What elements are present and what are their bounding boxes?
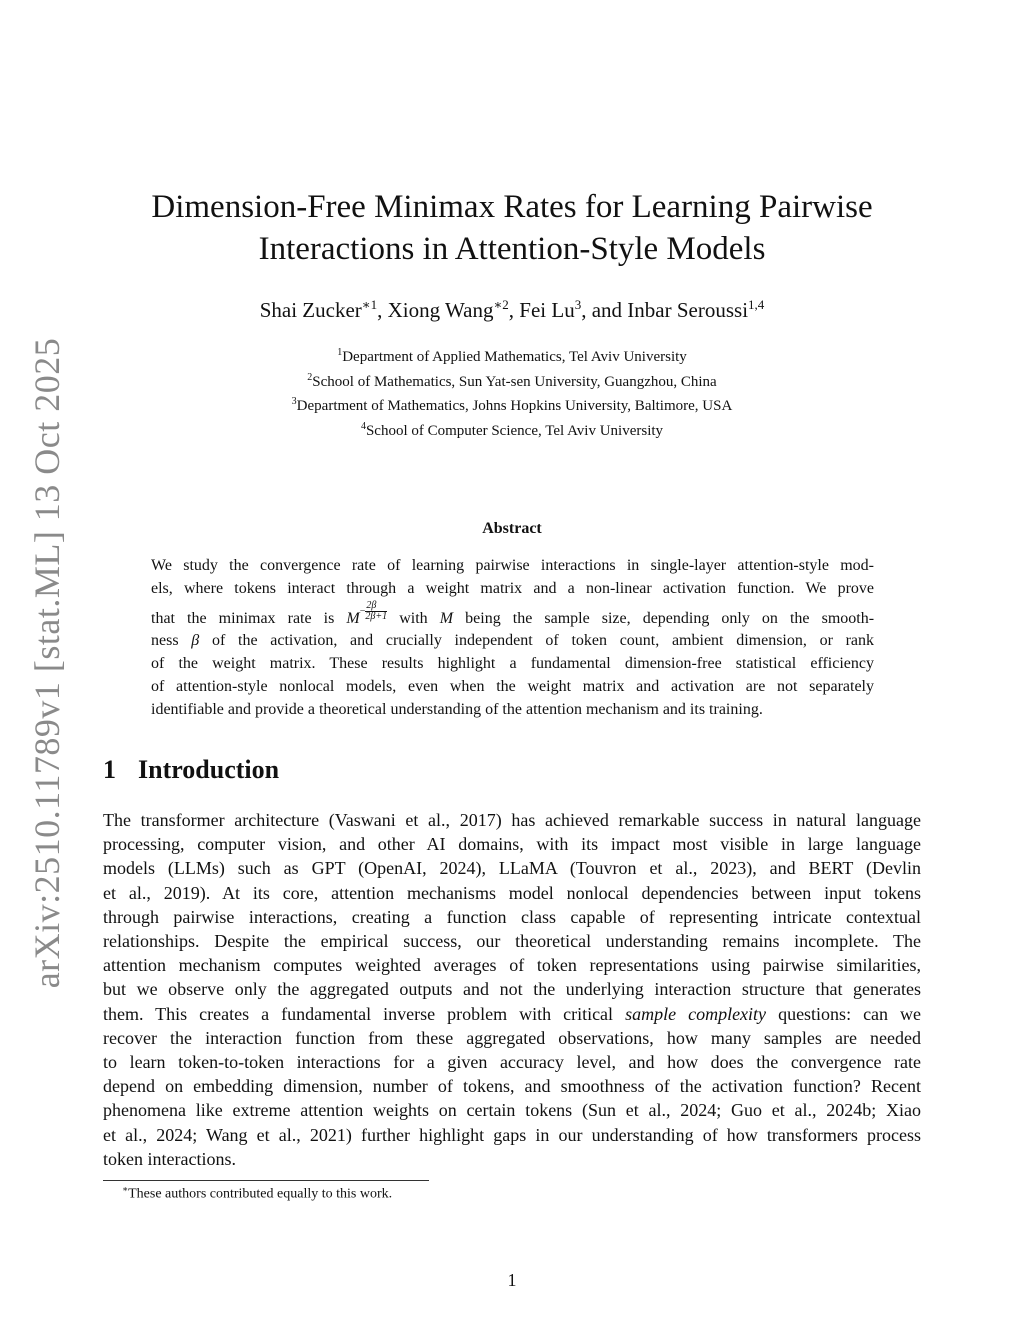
affiliation-sup: 4 <box>360 420 366 432</box>
body-line: attention mechanism computes weighted averages of token representations using pairwise similarities, <box>103 955 921 976</box>
footnote <box>122 1184 392 1203</box>
affiliation-text: Department of Applied Mathematics, Tel Aviv University <box>342 349 687 365</box>
body-line: et al., 2019). At its core, attention mechanisms model nonlocal dependencies between input tokens <box>103 882 921 903</box>
affiliation-list <box>0 343 1024 441</box>
arxiv-stamp: arXiv:2510.11789v1 [stat.ML] 13 Oct 2025 <box>27 337 67 989</box>
abstract-heading: Abstract <box>482 520 542 537</box>
abstract-text: that the minimax rate is <box>151 609 335 627</box>
abstract-text: ness <box>151 632 179 650</box>
author-name: Xiong Wang <box>387 298 494 322</box>
author-sup: ∗1 <box>361 297 378 312</box>
affiliation <box>0 343 1024 368</box>
section-title: Introduction <box>138 755 280 784</box>
author-name: Shai Zucker <box>259 298 362 322</box>
body-line: depend on embedding dimension, number of tokens, and smoothness of the activation function? Recent <box>103 1076 921 1097</box>
author-name: Fei Lu <box>519 298 575 322</box>
body-text: questions: can we <box>778 1003 922 1024</box>
abstract-text: of the activation, and crucially independent of token count, ambient dimension, or rank <box>211 632 875 650</box>
affiliation <box>0 392 1024 417</box>
section-number: 1 <box>103 755 116 784</box>
author-separator: , and <box>581 298 628 322</box>
abstract-text: being the sample size, depending only on the smooth- <box>465 609 875 627</box>
body-line: processing, computer vision, and other AI domains, with its impact most visible in large language <box>103 834 921 855</box>
body-text: them. This creates a fundamental inverse problem with critical <box>103 1003 614 1024</box>
abstract-body <box>151 555 874 721</box>
body-line: phenomena like extreme attention weights on certain tokens (Sun et al., 2024; Guo et al., 2024b; Xiao <box>103 1100 921 1121</box>
abstract-line <box>151 630 874 653</box>
abstract-line: els, where tokens interact through a weight matrix and a non-linear activation function. We prove <box>151 579 874 597</box>
body-line: through pairwise interactions, creating a function class capable of representing intricate contextual <box>103 906 921 927</box>
affiliation <box>0 368 1024 393</box>
abstract-line: of the weight matrix. These results highlight a fundamental dimension-free statistical efficiency <box>151 654 874 672</box>
author-name: Inbar Seroussi <box>627 298 749 322</box>
body-line <box>103 1002 921 1026</box>
math-numerator: 2β <box>365 601 387 612</box>
footnote-text: These authors contributed equally to this work. <box>128 1186 393 1202</box>
abstract-line: identifiable and provide a theoretical understanding of the attention mechanism and its training. <box>151 700 763 718</box>
author-list <box>0 297 1024 323</box>
author-separator: , <box>377 298 388 322</box>
title-line: Interactions in Attention-Style Models <box>258 231 766 267</box>
math-symbol: M <box>346 609 360 627</box>
abstract-text: with <box>399 609 428 627</box>
body-line: token interactions. <box>103 1148 236 1169</box>
author-separator: , <box>508 298 520 322</box>
author-sup: 1,4 <box>748 297 765 312</box>
footnote-mark: ∗ <box>122 1184 129 1194</box>
body-line: to learn token-to-token interactions for a given accuracy level, and how does the convergence rate <box>103 1052 921 1073</box>
abstract-line: of attention-style nonlocal models, even when the weight matrix and activation are not separately <box>151 677 874 695</box>
affiliation-text: Department of Mathematics, Johns Hopkins University, Baltimore, USA <box>296 398 733 414</box>
author-sup: 3 <box>574 297 582 312</box>
math-exponent-sign: − <box>359 605 366 617</box>
math-denominator: 2β+1 <box>365 610 388 622</box>
paper-title <box>0 186 1024 270</box>
affiliation-sup: 2 <box>307 371 313 383</box>
body-line: but we observe only the aggregated outputs and not the underlying interaction structure that generates <box>103 979 921 1000</box>
math-fraction <box>365 601 387 622</box>
affiliation-sup: 3 <box>291 396 297 407</box>
page-number: 1 <box>507 1270 517 1290</box>
footnote-divider <box>103 1180 429 1181</box>
section-heading <box>103 755 279 785</box>
abstract-line: We study the convergence rate of learning pairwise interactions in single-layer attention-style mod- <box>151 557 874 574</box>
emphasis-text: sample complexity <box>625 1003 767 1024</box>
math-symbol: M <box>439 609 454 627</box>
body-line: et al., 2024; Wang et al., 2021) further highlight gaps in our understanding of how transformers process <box>103 1124 921 1145</box>
title-line: Dimension-Free Minimax Rates for Learning Pairwise <box>151 189 873 225</box>
affiliation-sup: 1 <box>337 347 343 358</box>
affiliation-text: School of Mathematics, Sun Yat-sen University, Guangzhou, China <box>312 373 717 390</box>
introduction-body <box>103 808 921 1171</box>
math-exponent <box>360 601 387 622</box>
affiliation-text: School of Computer Science, Tel Aviv University <box>365 422 664 439</box>
abstract-line <box>151 601 874 631</box>
math-symbol: β <box>191 632 200 650</box>
body-line: recover the interaction function from these aggregated observations, how many samples are needed <box>103 1027 921 1048</box>
body-line: relationships. Despite the empirical success, our theoretical understanding remains incomplete. The <box>103 931 921 952</box>
author-sup: ∗2 <box>493 297 509 312</box>
body-line: The transformer architecture (Vaswani et al., 2017) has achieved remarkable success in natural language <box>103 810 921 830</box>
affiliation <box>0 417 1024 442</box>
body-line: models (LLMs) such as GPT (OpenAI, 2024), LLaMA (Touvron et al., 2023), and BERT (Devlin <box>103 858 921 879</box>
